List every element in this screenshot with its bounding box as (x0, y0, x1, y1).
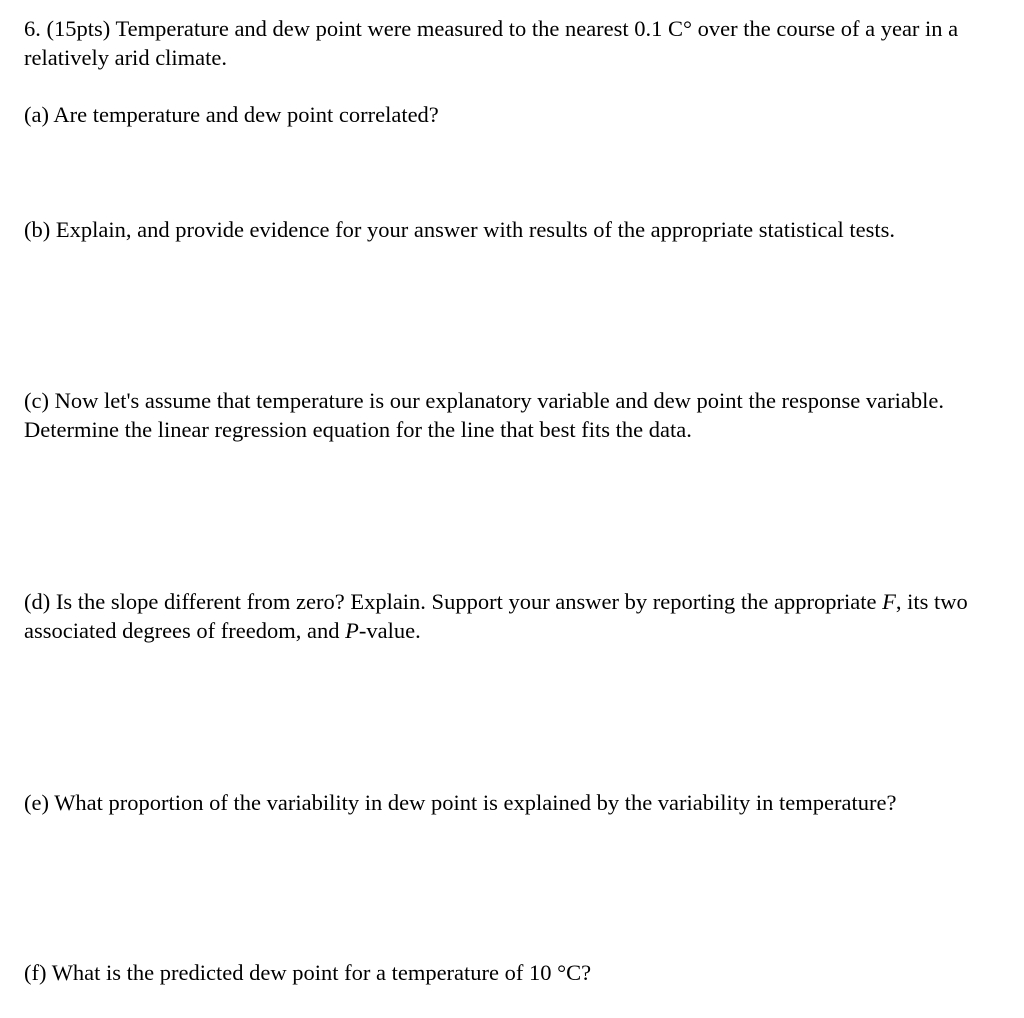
question-intro: 6. (15pts) Temperature and dew point were measured to the nearest 0.1 C° over the course of a year in a relatively arid climate. (24, 16, 959, 70)
part-d-tail: -value. (358, 618, 421, 643)
p-value-symbol: P (345, 618, 359, 643)
part-d-prompt (24, 587, 999, 645)
part-a-prompt: (a) Are temperature and dew point correlated? (24, 102, 439, 127)
part-f-prompt: (f) What is the predicted dew point for a temperature of 10 °C? (24, 960, 592, 985)
part-c-prompt: (c) Now let's assume that temperature is our explanatory variable and dew point the response variable. Determine the linear regression equation for the line that best fits the data. (24, 388, 944, 442)
part-b-prompt: (b) Explain, and provide evidence for your answer with results of the appropriate statistical tests. (24, 217, 895, 242)
part-d-lead: (d) Is the slope different from zero? Explain. Support your answer by reporting the appropriate (24, 589, 883, 614)
f-statistic-symbol: F (882, 589, 896, 614)
part-d-mid: , its two associated degrees of freedom, and (24, 589, 968, 643)
part-e-prompt: (e) What proportion of the variability in dew point is explained by the variability in temperature? (24, 790, 897, 815)
